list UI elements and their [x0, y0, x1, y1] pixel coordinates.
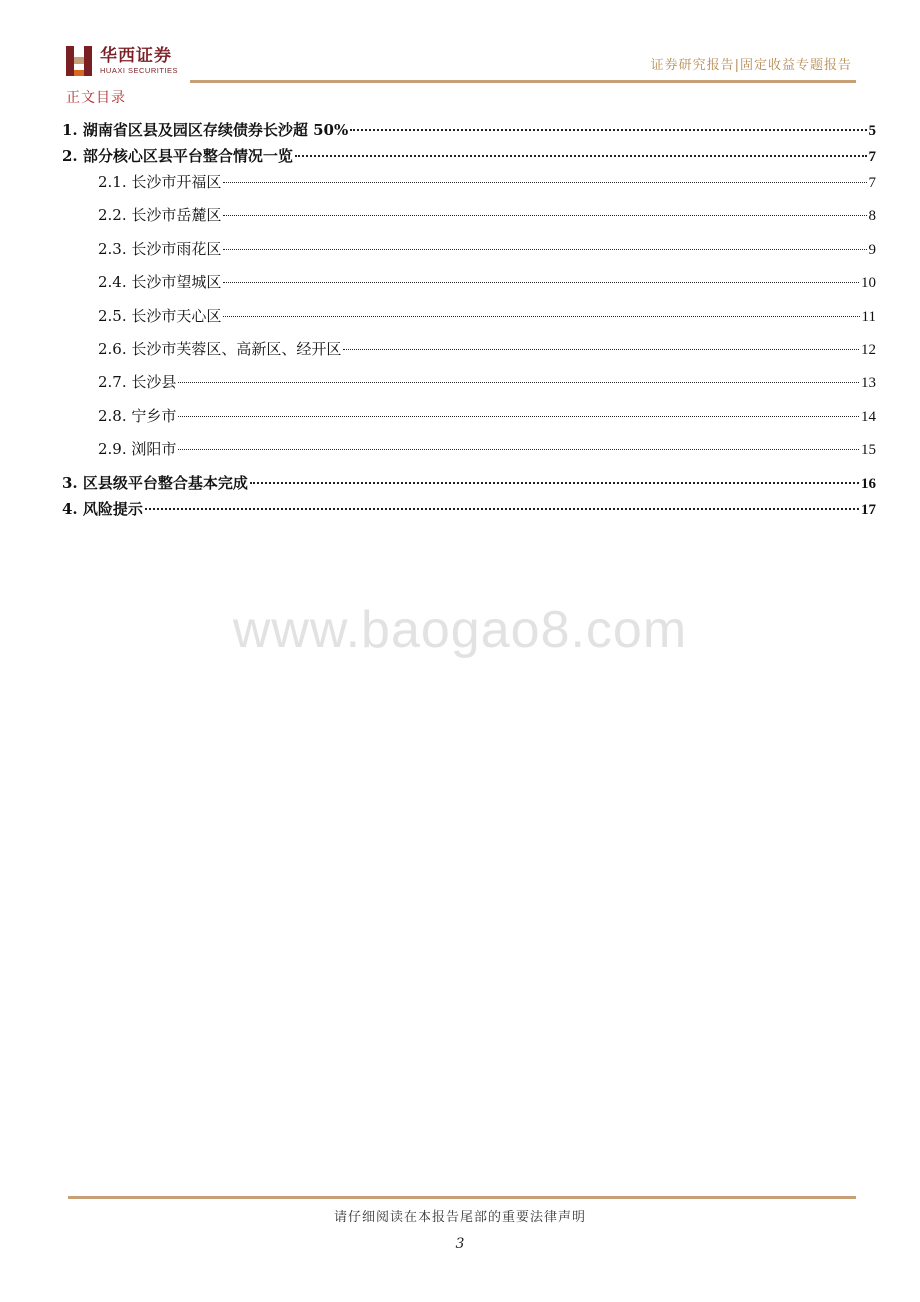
toc-entry-label: 2.5. 长沙市天心区	[98, 306, 222, 325]
toc-leader-dots	[145, 508, 859, 510]
toc-entry-label: 2.2. 长沙市岳麓区	[98, 206, 222, 225]
toc-entry-page: 8	[868, 208, 876, 225]
header-divider	[190, 80, 856, 83]
toc-entry-page: 5	[868, 123, 876, 139]
page-header	[0, 0, 920, 110]
toc-entry-page: 11	[861, 308, 876, 325]
toc-entry[interactable]	[62, 437, 876, 470]
toc-entry-label: 2.3. 长沙市雨花区	[98, 239, 222, 258]
toc-entry-page: 7	[868, 175, 876, 191]
toc-entry[interactable]	[62, 270, 876, 303]
toc-entry[interactable]	[62, 337, 876, 370]
toc-leader-dots	[295, 155, 867, 157]
section-title: 正文目录	[66, 90, 126, 106]
toc-leader-dots	[223, 182, 866, 183]
toc-leader-dots	[223, 282, 859, 283]
toc-leader-dots	[250, 482, 859, 484]
toc-entry-label: 4. 风险提示	[62, 499, 143, 518]
toc-entry-page: 9	[868, 241, 876, 258]
toc-leader-dots	[223, 249, 866, 250]
toc-entry-label: 2.4. 长沙市望城区	[98, 273, 222, 292]
toc-entry[interactable]	[62, 497, 876, 523]
toc-leader-dots	[178, 449, 859, 450]
toc-entry-label: 2.9. 浏阳市	[98, 440, 177, 459]
toc-entry[interactable]	[62, 170, 876, 203]
toc-entry-page: 10	[861, 275, 876, 292]
toc-entry-label: 2. 部分核心区县平台整合情况一览	[62, 147, 293, 165]
toc-leader-dots	[223, 215, 866, 216]
huaxi-logo-icon	[64, 44, 94, 78]
toc-entry[interactable]	[62, 471, 876, 497]
toc-entry[interactable]	[62, 370, 876, 403]
toc-entry-label: 3. 区县级平台整合基本完成	[62, 473, 248, 492]
company-logo	[64, 44, 178, 78]
logo-english-name: HUAXI SECURITIES	[100, 66, 179, 75]
toc-leader-dots	[350, 129, 866, 131]
toc-entry-page: 13	[861, 375, 876, 392]
toc-entry-page: 14	[861, 408, 876, 425]
toc-leader-dots	[178, 382, 859, 383]
toc-entry-page: 7	[868, 149, 876, 165]
toc-entry[interactable]	[62, 404, 876, 437]
toc-entry[interactable]	[62, 203, 876, 236]
toc-entry-page: 15	[861, 442, 876, 459]
toc-entry[interactable]	[62, 144, 876, 170]
footer-disclaimer: 请仔细阅读在本报告尾部的重要法律声明	[333, 1210, 586, 1225]
toc-leader-dots	[343, 349, 859, 350]
toc-entry-label: 1. 湖南省区县及园区存续债券长沙超 50%	[62, 121, 349, 139]
toc-entry-label: 2.7. 长沙县	[98, 373, 177, 392]
toc-leader-dots	[178, 416, 859, 417]
toc-entry-label: 2.8. 宁乡市	[98, 406, 177, 425]
watermark: www.baogao8.com	[232, 601, 688, 659]
footer-divider	[68, 1196, 856, 1199]
toc-entry-page: 12	[861, 341, 876, 358]
logo-chinese-name: 华西证券	[100, 46, 172, 66]
toc-entry-page: 17	[861, 501, 876, 518]
toc-entry-label: 2.1. 长沙市开福区	[98, 173, 222, 191]
toc-entry[interactable]	[62, 237, 876, 270]
toc-leader-dots	[223, 316, 859, 317]
toc-entry-page: 16	[861, 475, 876, 492]
toc-entry[interactable]	[62, 304, 876, 337]
toc-entry[interactable]	[62, 118, 876, 144]
report-type: 证券研究报告|固定收益专题报告	[650, 58, 852, 73]
toc-entry-label: 2.6. 长沙市芙蓉区、高新区、经开区	[98, 339, 342, 358]
page-number: 3	[455, 1236, 465, 1252]
table-of-contents	[62, 118, 876, 523]
